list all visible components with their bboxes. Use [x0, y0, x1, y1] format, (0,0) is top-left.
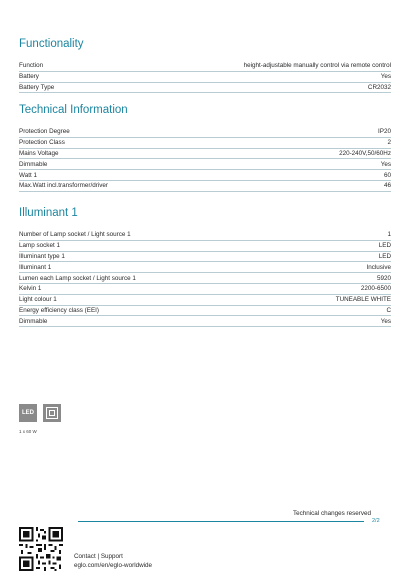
row-label: Energy efficiency class (EEI): [19, 306, 100, 314]
row-label: Illuminant type 1: [19, 252, 65, 260]
row-value: 2200-6500: [360, 285, 391, 293]
page-number: 2/2: [372, 518, 380, 524]
table-row: [19, 61, 391, 72]
footer-divider: [78, 521, 364, 522]
row-label: Battery: [19, 73, 39, 81]
illuminant-rows: [19, 230, 391, 327]
technical-changes-note: Technical changes reserved: [292, 510, 371, 517]
row-value: IP20: [378, 128, 391, 136]
led-icon: [19, 404, 37, 422]
row-value: Inclusive: [366, 263, 391, 271]
row-value: height-adjustable manually control via remote control: [243, 62, 391, 70]
table-row: [19, 149, 391, 160]
row-value: Yes: [380, 317, 391, 325]
table-row: [19, 159, 391, 170]
row-value: 2: [387, 139, 391, 147]
led-icon-label: LED: [22, 410, 34, 416]
table-row: [19, 181, 391, 192]
table-row: [19, 295, 391, 306]
illuminant-title: Illuminant 1: [19, 207, 78, 219]
table-row: [19, 252, 391, 263]
table-row: [19, 284, 391, 295]
table-row: [19, 262, 391, 273]
qr-code-icon: [19, 527, 63, 571]
row-label: Watt 1: [19, 171, 37, 179]
lamp-note: 1 x 60 W: [19, 429, 37, 434]
row-value: C: [386, 306, 391, 314]
row-label: Kelvin 1: [19, 285, 42, 293]
table-row: [19, 127, 391, 138]
table-row: [19, 230, 391, 241]
row-label: Lamp socket 1: [19, 242, 60, 250]
table-row: [19, 72, 391, 83]
row-label: Battery Type: [19, 83, 55, 91]
table-row: [19, 83, 391, 94]
row-label: Mains Voltage: [19, 149, 59, 157]
functionality-section: [19, 37, 391, 91]
row-label: Dimmable: [19, 160, 48, 168]
row-value: LED: [378, 242, 391, 250]
row-value: 46: [383, 182, 391, 190]
table-row: [19, 241, 391, 252]
protection-class-2-icon: [43, 404, 61, 422]
contact-block: [74, 552, 152, 570]
functionality-title: Functionality: [19, 38, 84, 50]
row-value: Yes: [380, 160, 391, 168]
technical-section: [19, 103, 391, 190]
row-value: 220-240V,50/60Hz: [339, 149, 391, 157]
illuminant-section: [19, 206, 391, 325]
row-label: Protection Degree: [19, 128, 70, 136]
row-value: 5920: [376, 274, 391, 282]
row-value: LED: [378, 252, 391, 260]
table-row: [19, 273, 391, 284]
row-value: 60: [383, 171, 391, 179]
row-label: Max.Watt incl.transformer/driver: [19, 182, 108, 190]
row-label: Function: [19, 62, 44, 70]
row-label: Illuminant 1: [19, 263, 52, 271]
technical-title: Technical Information: [19, 104, 128, 116]
table-row: [19, 170, 391, 181]
row-value: TUNEABLE WHITE: [335, 296, 391, 304]
row-label: Number of Lamp socket / Light source 1: [19, 231, 131, 239]
row-label: Light colour 1: [19, 296, 57, 304]
certification-icons: [19, 404, 61, 422]
row-label: Dimmable: [19, 317, 48, 325]
row-value: Yes: [380, 73, 391, 81]
functionality-rows: [19, 61, 391, 93]
row-value: 1: [387, 231, 391, 239]
row-label: Lumen each Lamp socket / Light source 1: [19, 274, 136, 282]
contact-label: Contact | Support: [74, 553, 123, 560]
technical-rows: [19, 127, 391, 192]
row-value: CR2032: [367, 83, 391, 91]
table-row: [19, 306, 391, 317]
contact-link[interactable]: eglo.com/en/eglo-worldwide: [74, 562, 153, 569]
row-label: Protection Class: [19, 139, 65, 147]
table-row: [19, 316, 391, 327]
table-row: [19, 138, 391, 149]
